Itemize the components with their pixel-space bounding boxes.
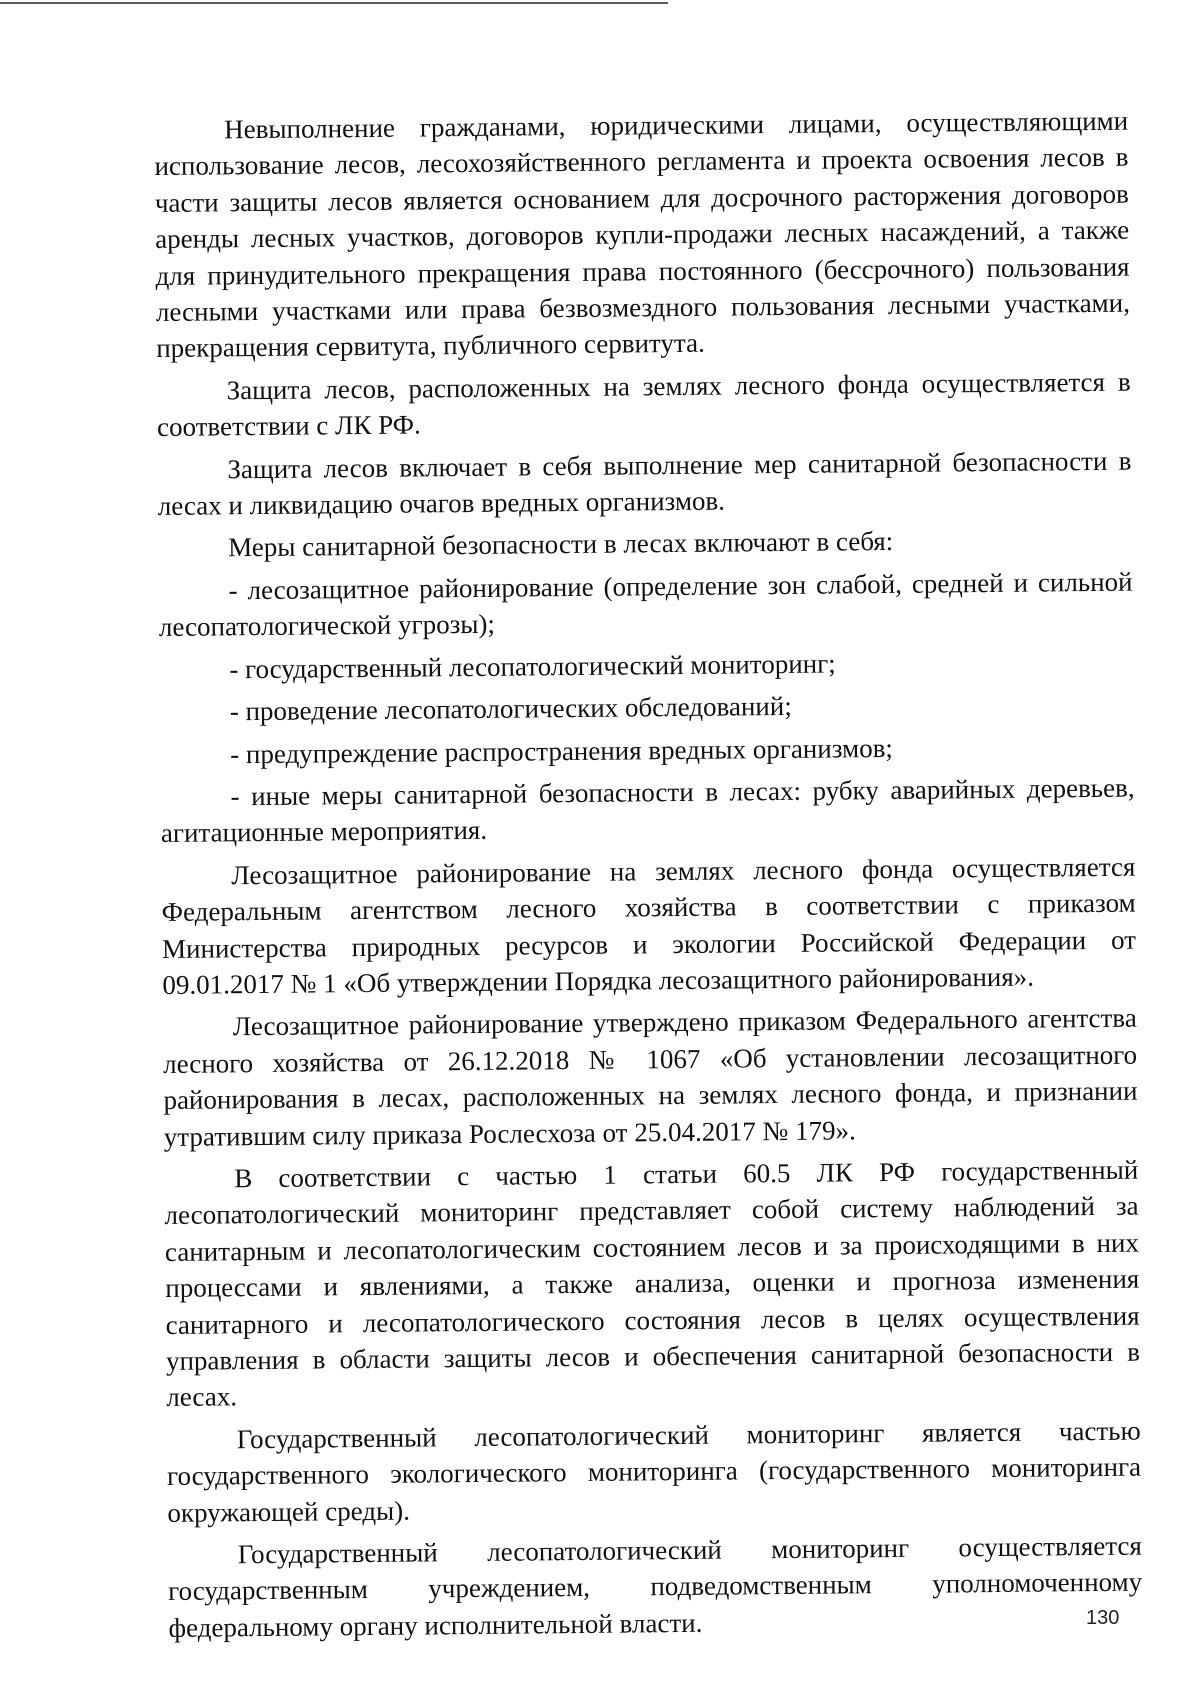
paragraph-monitoring-definition: В соответствии с частью 1 статьи 60.5 ЛК РФ государственный лесопатологический мониторинг представляет собой систему наблюдений за санитарным и лесопатологическим состоянием лесов и за происходящими в них процессами и явлениями, а также анализа, оценки и прогноза изменения санитарного и лесопатологического состояния лесов в целях осуществления управления в области защиты лесов и обеспечения санитарной безопасности в лесах. (164, 1154, 1141, 1413)
list-item: - предупреждение распространения вредных организмов; (230, 732, 893, 769)
list-item: - государственный лесопатологический мониторинг; (229, 648, 836, 684)
paragraph-sanitary-measures-intro: Меры санитарной безопасности в лесах включают в себя: (228, 526, 894, 563)
list-item: - лесозащитное районирование (определение зон слабой, средней и сильной лесопатологической угрозы); (158, 566, 1133, 643)
paragraph-zoning-order: Лесозащитное районирование утверждено приказом Федерального агентства лесного хозяйства от 26.12.2018 № 1067 «Об установлении лесозащитного районирования в лесах, расположенных на землях лесного фонда, и признании утратившим силу приказа Рослесхоза от 25.04.2017 № 179». (162, 1002, 1138, 1152)
top-edge-line (0, 2, 668, 4)
paragraph-zoning-authority: Лесозащитное районирование на землях лесного фонда осуществляется Федеральным агентством лесного хозяйства в соответствии с приказом Министерства природных ресурсов и экологии Российской Федерации от 09.01.2017 № 1 «Об утверждении Порядка лесозащитного районирования». (161, 851, 1137, 1000)
paragraph-monitoring-executor: Государственный лесопатологический мониторинг осуществляется государственным учреждением, подведомственным уполномоченному федеральному органу исполнительной власти. (168, 1530, 1143, 1643)
list-item: - проведение лесопатологических обследований; (229, 690, 792, 727)
paragraph-forest-regulation-violation: Невыполнение гражданами, юридическими лицами, осуществляющими использование лесов, лесохозяйственного регламента и проекта освоения лесов в части защиты лесов является основанием для досрочного расторжения договоров аренды лесных участков, договоров купли-продажи лесных насаждений, а также для принудительного прекращения права постоянного (бессрочного) пользования лесными участками или права безвозмездного пользования лесными участками, прекращения сервитута, публичного сервитута. (154, 105, 1131, 364)
paragraph-forest-protection-legal-basis: Защита лесов, расположенных на землях лесного фонда осуществляется в соответствии с ЛК РФ. (156, 366, 1131, 443)
paragraph-monitoring-part-of-ecological: Государственный лесопатологический мониторинг является частью государственного экологического мониторинга (государственного мониторинга окружающей среды). (166, 1415, 1142, 1528)
list-item: - иные меры санитарной безопасности в лесах: рубку аварийных деревьев, агитационные мероприятия. (160, 772, 1135, 849)
page-number: 130 (1086, 1607, 1120, 1629)
paragraph-forest-protection-scope: Защита лесов включает в себя выполнение мер санитарной безопасности в лесах и ликвидацию очагов вредных организмов. (157, 445, 1132, 522)
document-body (154, 103, 1143, 1647)
